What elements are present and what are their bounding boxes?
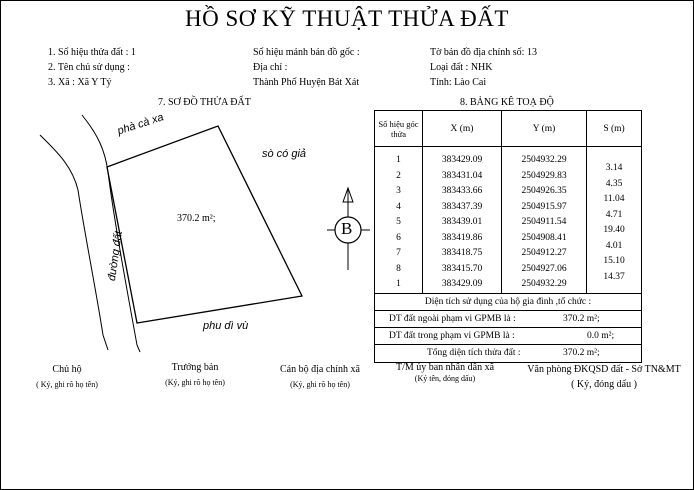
- signature-note: (Ký, ghi rõ họ tên): [290, 380, 350, 389]
- y-column: [502, 147, 587, 294]
- compass-label: B: [341, 219, 353, 238]
- x-coordinate-cell: 383431.04: [441, 170, 483, 181]
- neighbor-north: phà cà xa: [116, 111, 166, 138]
- neighbor-east: sò có giả: [262, 148, 307, 160]
- s-column: [587, 147, 642, 294]
- header-s: S (m): [587, 111, 642, 147]
- signature-cadastral-officer: [265, 364, 375, 390]
- table-section-title: 8. BẢNG KÊ TOẠ ĐỘ: [460, 97, 554, 108]
- x-coordinate-cell: 383437.39: [441, 201, 483, 212]
- y-coordinate-cell: 2504912.27: [521, 248, 567, 258]
- edge-length-cell: 4.71: [605, 209, 623, 220]
- road-edge-left: [40, 135, 108, 350]
- header-x: X (m): [423, 111, 502, 147]
- y-coordinate-cell: 2504929.83: [521, 170, 567, 181]
- points-column: [375, 147, 423, 294]
- signature-household: [22, 364, 112, 390]
- table-header-row: [375, 111, 642, 147]
- summary-inside-row: [375, 327, 642, 344]
- outside-area-value: 370.2 m²;: [563, 313, 600, 324]
- household-area-label: Diện tích sử dụng của hộ gia đình ,tổ chức :: [375, 293, 642, 310]
- point-number-cell: 2: [396, 170, 401, 181]
- signature-commune-committee: [390, 362, 500, 384]
- edge-length-cell: 4.35: [605, 178, 623, 189]
- inside-area-value: 0.0 m²;: [587, 330, 615, 341]
- header-y: Y (m): [502, 111, 587, 147]
- edge-length-cell: 14.37: [603, 271, 625, 282]
- total-area-value: 370.2 m²;: [563, 347, 600, 358]
- commune: 3. Xã : Xã Y Tý: [48, 77, 112, 88]
- parcel-area: 370.2 m²;: [177, 213, 216, 224]
- point-number-cell: 1: [396, 155, 401, 165]
- signature-note: ( Ký, đóng dấu ): [571, 379, 637, 390]
- address-value: Thành Phố Huyện Bát Xát: [253, 77, 360, 88]
- signature-title: Chủ hộ: [52, 364, 82, 375]
- summary-total-row: [375, 344, 642, 362]
- header-point: Số hiệu góc thửa: [375, 111, 423, 147]
- point-number-cell: 6: [396, 232, 401, 243]
- land-type: Loại đất : NHK: [430, 62, 493, 73]
- x-coordinate-cell: 383429.09: [441, 279, 483, 289]
- x-coordinate-cell: 383429.09: [441, 155, 483, 165]
- original-map-number: Số hiệu mảnh bản đồ gốc :: [253, 47, 360, 58]
- cadastral-sheet: Tờ bản đồ địa chính số: 13: [430, 47, 537, 58]
- point-number-cell: 8: [396, 263, 401, 274]
- signature-title: Trưởng bản: [171, 362, 219, 373]
- edge-length-cell: 4.01: [605, 240, 623, 251]
- signature-title: Văn phòng ĐKQSD đất - Sở TN&MT: [527, 364, 681, 375]
- edge-length-cell: 3.14: [605, 163, 623, 173]
- x-column: [423, 147, 502, 294]
- signature-title: Cán bộ địa chính xã: [280, 364, 360, 375]
- x-coordinate-cell: 383433.66: [441, 186, 483, 196]
- sketch-section-title: 7. SƠ ĐỒ THỬA ĐẤT: [158, 97, 251, 108]
- point-number-cell: 4: [396, 201, 401, 212]
- page-title: HỒ SƠ KỸ THUẬT THỬA ĐẤT: [185, 6, 509, 31]
- x-coordinate-cell: 383418.75: [441, 248, 483, 258]
- signature-village-head: [145, 362, 245, 388]
- signature-title: T/M ủy ban nhân dân xã: [395, 362, 495, 373]
- province: Tỉnh: Lào Cai: [430, 77, 487, 88]
- parcel-number: 1. Số hiệu thửa đất : 1: [48, 47, 136, 58]
- owner-name: 2. Tên chủ sử dụng :: [48, 62, 130, 73]
- x-coordinate-cell: 383415.70: [441, 263, 483, 274]
- summary-outside-row: [375, 310, 642, 327]
- table-body-row: [375, 147, 642, 294]
- inside-area-label: DT đất trong phạm vi GPMB là :: [389, 330, 515, 341]
- y-coordinate-cell: 2504932.29: [521, 155, 567, 165]
- y-coordinate-cell: 2504915.97: [521, 201, 567, 212]
- point-number-cell: 7: [396, 248, 401, 258]
- signature-note: (Ký tên, đóng dấu): [414, 374, 476, 383]
- y-coordinate-cell: 2504926.35: [521, 186, 567, 196]
- road-label: đường đất: [106, 230, 125, 282]
- y-coordinate-cell: 2504932.29: [521, 279, 567, 289]
- point-number-cell: 1: [396, 279, 401, 289]
- y-coordinate-cell: 2504908.41: [521, 232, 567, 243]
- outside-area-label: DT đất ngoài phạm vi GPMB là :: [389, 313, 516, 324]
- x-coordinate-cell: 383439.01: [441, 217, 483, 227]
- coordinate-table: [374, 110, 642, 363]
- signature-note: ( Ký, ghi rõ họ tên): [36, 380, 98, 389]
- total-area-label: Tổng diện tích thửa đất :: [427, 347, 521, 358]
- point-number-cell: 5: [396, 217, 401, 227]
- y-coordinate-cell: 2504911.54: [521, 217, 567, 227]
- edge-length-cell: 19.40: [603, 225, 625, 235]
- signature-land-office: [518, 364, 690, 390]
- x-coordinate-cell: 383419.86: [441, 232, 483, 243]
- address-label: Địa chỉ :: [253, 62, 288, 73]
- signature-note: (Ký, ghi rõ họ tên): [165, 378, 225, 387]
- y-coordinate-cell: 2504927.06: [521, 263, 567, 274]
- summary-household-row: [375, 293, 642, 310]
- point-number-cell: 3: [396, 186, 401, 196]
- neighbor-south: phu dì vù: [203, 320, 249, 332]
- edge-length-cell: 15.10: [603, 256, 625, 266]
- edge-length-cell: 11.04: [603, 194, 625, 204]
- road-edge-right: [82, 115, 140, 352]
